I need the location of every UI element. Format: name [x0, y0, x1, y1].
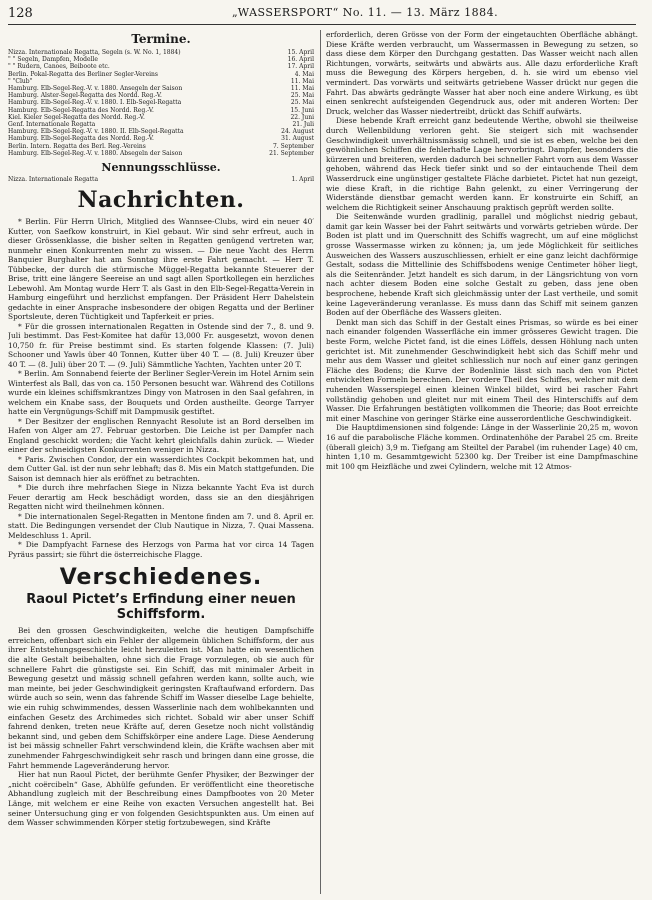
article-paragraph: Die Hauptdimensionen sind folgende: Länge in der Wasserlinie 20,25 m, wovon 16 auf die parabolische Fläche kommen. Ordinatenhöhe der Parabel 25 cm. Breite (überall gleich) 3,9 m. Tiefgang am Steiltel der Parabel (im ruhender Lage) 40 cm, hinten 1,10 m. Gesammtgewicht 52300 kg. Der Treiber ist eine Dampfmaschine mit 100 qm Heizfläche und zwei Cylindern, welche mit 12 Atmos-: [326, 423, 638, 471]
header-rule: [8, 24, 636, 25]
termine-entry: Nizza. Internationale Regatta, Segeln (s. W. No. 1, 1884) 15. April: [8, 49, 314, 56]
article-paragraph: Diese hebende Kraft erreicht ganz bedeutende Werthe, obwohl sie theilweise durch Wellenbildung verloren geht. Sie steigert sich mit wachsender Geschwindigkeit unverhältnissmässig schnell, und sie ist es eben, welche bei den gewöhnlichen Schiffen die fehlerhafte Lage hervorbringt. Dampfer, besonders die kürzeren und breiteren, werden dadurch bei schneller Fahrt vorn aus dem Wasser gehoben, während das Heck tiefer sinkt und so der eintauchende Theil dem Wasserdruck eine ungünstiger gestaltete Fläche darbietet. Pictet hat nun gezeigt, wie diese Kraft, in die richtige Bahn gelenkt, zu einer Verringerung der Widerstände dienstbar gemacht werden kann. Er konstruirte ein Schiff, an welchem die Richtigkeit seiner Anschauung praktisch geprüft werden sollte.: [326, 116, 638, 212]
news-paragraph: * Die durch ihre mehrfachen Siege in Nizza bekannte Yacht Eva ist durch Feuer derartig am Heck beschädigt worden, dass sie an den diesjährigen Regatten nicht wird theilnehmen können.: [8, 483, 314, 512]
masthead: „WASSERSPORT“ No. 11. — 13. März 1884.: [232, 6, 499, 19]
news-paragraph: * Für die grossen internationalen Regatten in Ostende sind der 7., 8. und 9. Juli bestimmt. Das Fest-Komitee hat dafür 13,000 Fr. ausgesetzt, wovon denen 10,750 fr. für Preise bestimmt sind. Es starten folgende Klassen: (7. Juli) Schooner und Yawls über 40 Tonnen, Kutter über 40 T. — (8. Juli) Kreuzer über 40 T. — (8. Juli) über 20 T. — (9. Juli) Sämmtliche Yachten, Yachten unter 20 T.: [8, 321, 314, 369]
termine-entry: Hamburg. Elb-Segel-Reg.-V. v. 1880. II. Elb-Segel-Regatta 24. August: [8, 128, 314, 136]
termine-entry: " " Segeln, Dampfen, Modelle 16. April: [8, 56, 314, 64]
termine-list: [8, 49, 314, 157]
page-header: [0, 0, 652, 26]
nennung-list: [8, 176, 314, 183]
termine-entry: " "Club" 11. Mai: [8, 77, 314, 85]
article-paragraph: erforderlich, deren Grösse von der Form der eingetauchten Oberfläche abhängt. Diese Kräfte werden verbraucht, um Wassermassen in Bewegung zu setzen, so dass diese dem Körper den Durchgang gestatten. Das Wasser weicht nach allen Richtungen, vorwärts, seitwärts und abwärts aus. Alle dazu erforderliche Kraft muss die Bewegung des Körpers hergeben, d. h. sie wird um ebenso viel vermindert. Das vorwärts und seitwärts getriebene Wasser drückt nur gegen die Fahrt. Das abwärts gedrängte Wasser hat aber noch eine andere Wirkung, es übt einen senkrecht aufsteigenden Gegendruck aus, oder mit anderen Worten: Der Druck, welcher das Wasser niedertreibt, drückt das Schiff aufwärts.: [326, 30, 638, 116]
termine-entry: Berlin. Pokal-Regatta des Berliner Segler-Vereins 4. Mai: [8, 70, 314, 78]
termine-entry: Hamburg. Elb-Segel-Reg.-V. v. 1880. Ansegeln der Saison 11. Mai: [8, 85, 314, 93]
article-paragraph: Die Seitenwände wurden gradlinig, parallel und möglichst niedrig gebaut, damit gar kein Wasser bei der Fahrt seitwärts und vorwärts getrieben würde. Der Boden ist platt und im Querschnitt des Schiffs wagrecht, um auf eine möglichst grosse Wassermasse wirken zu können; ja, um jede Möglichkeit für seitliches Ausweichen des Wassers auszuschliessen, erhielt er eine ganz leicht dachförmige Gestalt, sodass die Mittellinie des Schiffsbodens wenige Centimeter höher liegt, als die Seitenränder. Jetzt handelt es sich darum, in der Längsrichtung von vorn nach achter diesem Boden eine solche Gestalt zu geben, dass jene oben besprochene, hebende Kraft sich gleichmässig unter der Last vertheile, und somit keine Lageveränderung veranlasse. Es muss dann das Schiff mit seinem ganzen Boden auf der Oberfläche des Wassers gleiten.: [326, 212, 638, 318]
termine-entry: Genf. Internationale Regatta 21. Juli: [8, 121, 314, 129]
termine-entry: Hamburg. Elb-Segel-Reg.-V. v. 1880. Absegeln der Saison 21. September: [8, 149, 314, 157]
left-column: [8, 30, 314, 896]
article-paragraph: Bei den grossen Geschwindigkeiten, welche die heutigen Dampfschiffe erreichen, offenbart sich ein Fehler der allgemein üblichen Schiffsform, der aus ihrer Entstehungsgeschichte leicht herzuleiten ist. Man hatte ein wesentlichen die alte Gestalt beibehalten, ohne sich die Frage vorzulegen, ob sie auch für schnellere Fahrt die günstigste sei. Ein Schiff, das mit minimaler Arbeit in Bewegung gesetzt und mässig schnell gefahren werden kann, sollte auch, wie man meinte, bei jeder Geschwindigkeit geringsten Kraftaufwand erfordern. Das würde auch so sein, wenn das fahrende Schiff im Wasser dieselbe Lage behielte, wie ein ruhig schwimmendes, dessen Wasserlinie nach dem wohlbekannten und einfachen Gesetz des Archimedes sich richtet. Sobald wir aber unser Schiff fahrend denken, treten neue Kräfte auf, deren Gesetze noch nicht vollständig bekannt sind, und geben dem Schiffskörper eine andere Lage. Diese Aenderung ist bei mässig schneller Fahrt verschwindend klein, die Kräfte wachsen aber mit zunehmender Fahrgeschwindigkeit sehr rasch und bringen dann eine grosse, die Fahrt hemmende Lageveränderung hervor.: [8, 626, 314, 770]
news-paragraph: * Die Dampfyacht Farnese des Herzogs von Parma hat vor circa 14 Tagen Pyräus passirt; sie führt die österreichische Flagge.: [8, 540, 314, 559]
news-paragraph: * Berlin. Am Sonnabend feierte der Berliner Segler-Verein im Hotel Arnim sein Winterfest als Ball, das von ca. 150 Personen besucht war. Während des Cotillons wurde ein kleines schiffsmkrantzes Dingy von Matrosen in den Saal gefahren, in welchem ein Knabe sass, der Bouquets und Orden austheilte. George Tarryer hatte ein Vergnügungs-Schiff mit Dampmusik gestiftet.: [8, 369, 314, 417]
article-title: Raoul Pictet’s Erfindung einer neuen Schiffsform.: [26, 592, 296, 623]
termine-entry: Kiel. Kieler Segel-Regatta des Nordd. Reg.-V. 22. Juni: [8, 113, 314, 121]
news-paragraph: * Paris. Zwischen Condor, der ein wasserdichtes Cockpit bekommen hat, und dem Cutter Gal. ist der nun sehr lebhaft; das 8. Mis ein Match stattgefunden. Die Saison ist demnach hier als eröffnet zu betrachten.: [8, 454, 314, 483]
termine-entry: " " Rudern, Canoes, Beiboote etc. 17. April: [8, 63, 314, 71]
column-divider: [320, 30, 321, 894]
news-paragraph: * Die internationalen Segel-Regatten in Mentone finden am 7. und 8. April er. statt. Die Bedingungen versendet der Club Nautique in Nizza, 7. Quai Massena. Meldeschluss 1. April.: [8, 511, 314, 540]
termine-entry: Hamburg. Elb-Segel-Regatta des Nordd. Reg.-V. 31. August: [8, 135, 314, 143]
nennung-heading: Nennungsschlüsse.: [101, 161, 221, 175]
news-paragraph: * Der Besitzer der englischen Rennyacht Resolute ist an Bord derselben im Hafen von Alger am 27. Februar gestorben. Die Leiche ist per Dampfer nach England geschickt worden; die Yacht kehrt gleichfalls dahin zurück. — Wieder einer der schneidigsten Konkurrenten weniger in Nizza.: [8, 416, 314, 455]
nennung-entry: Nizza. Internationale Regatta 1. April: [8, 176, 314, 184]
article-paragraph: Hier hat nun Raoul Pictet, der berühmte Genfer Physiker, der Bezwinger der „nicht coërcibeln“ Gase, Abhülfe gefunden. Er veröffentlicht eine theoretische Abhandlung zugleich mit der Beschreibung eines Dampfbootes von 20 Meter Länge, mit welchem er eine Reihe von exacten Versuchen angestellt hat. Bei seiner Untersuchung ging er von folgenden Gesichtspunkten aus. Um einen auf dem Wasser schwimmenden Körper stetig fortzubewegen, sind Kräfte: [8, 770, 314, 828]
termine-entry: Hamburg. Elb-Segel-Reg.-V. v. 1880. I. Elb-Segel-Regatta 25. Mai: [8, 99, 314, 107]
right-column: [326, 30, 638, 896]
news-paragraph: * Berlin. Für Herrn Ulrich, Mitglied des Wannsee-Clubs, wird ein neuer 40′ Kutter, von Saefkow konstruirt, in Kiel gebaut. Wir sind sehr erfreut, auch in dieser Grössenklasse, die bisher selten in Regatten genügend vertreten war, nunmehr einen Konkurrenten mehr zu wissen. — Die neue Yacht des Herrn Banquier Burghalter hat am Sonntag ihre erste Fahrt gemacht. — Herr T. Tübbecke, der durch die stürmische Müggel-Regatta bekannte Steuerer der Brise, tritt eine längere Seereise an und sagt allen Sportkollegen ein herzliches Lebewohl. Am Montag wurde Herr T. als Gast in den Elb-Segel-Regatta-Verein in Hamburg eingeführt und herzlichst empfangen. Der Präsident Herr Dahelstein gedachte in einer Ansprache insbesondere der obigen Regatta und der Berliner Sportsleute, deren Tüchtigkeit und Tapferkeit er pries.: [8, 217, 314, 322]
nachrichten-heading: Nachrichten.: [77, 187, 245, 214]
termine-entry: Hamburg. Alster-Segel-Regatta des Nordd. Reg.-V. 25. Mai: [8, 92, 314, 100]
page-number: 128: [8, 6, 33, 21]
termine-entry: Berlin. Intern. Regatta des Berl. Reg.-Vereins 7. September: [8, 142, 314, 150]
termine-heading: Termine.: [131, 32, 191, 46]
termine-entry: Hamburg. Elb-Segel-Regatta des Nordd. Reg.-V. 15. Juni: [8, 106, 314, 114]
article-paragraph: Denkt man sich das Schiff in der Gestalt eines Prismas, so würde es bei einer nach einander folgenden Wasserfläche ein immer grösseres Gewicht tragen. Die beste Form, welche Pictet fand, ist die eines Löffels, dessen Höhlung nach unten gerichtet ist. Mit zunehmender Geschwindigkeit hebt sich das Schiff mehr und mehr aus dem Wasser und gleitet schliesslich nur noch auf einer ganz geringen Fläche des Bodens; die Kurve der Bodenlinie lässt sich nach den von Pictet entwickelten Formeln berechnen. Der vordere Theil des Schiffes, welcher mit dem ruhenden Wasserspiegel einen kleinen Winkel bildet, wird bei rascher Fahrt vollständig gehoben und gleitet nur mit einem Theil des Hinterschiffs auf dem Wasser. Die Erfahrungen bestätigten vollkommen die Theorie; das Boot erreichte mit einer Maschine von geringer Stärke eine ausserordentliche Geschwindigkeit.: [326, 317, 638, 423]
verschiedenes-heading: Verschiedenes.: [59, 565, 263, 591]
